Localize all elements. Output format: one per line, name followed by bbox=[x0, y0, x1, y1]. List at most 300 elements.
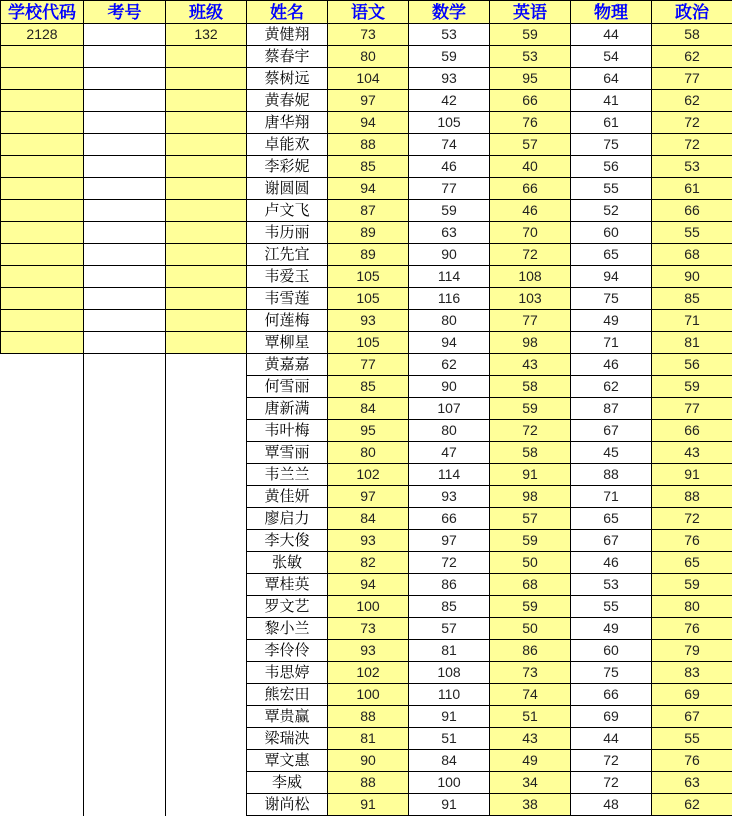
politics-score-cell[interactable]: 85 bbox=[652, 288, 732, 310]
student-name-cell[interactable]: 卢文飞 bbox=[247, 200, 328, 222]
politics-score-cell[interactable]: 76 bbox=[652, 750, 732, 772]
chinese-score-cell[interactable]: 105 bbox=[328, 266, 409, 288]
student-name-cell[interactable]: 覃柳星 bbox=[247, 332, 328, 354]
class-cell[interactable] bbox=[166, 178, 247, 200]
chinese-score-cell[interactable]: 80 bbox=[328, 46, 409, 68]
table-row bbox=[1, 46, 732, 68]
math-score-cell[interactable]: 62 bbox=[409, 354, 490, 376]
chinese-score-cell[interactable]: 89 bbox=[328, 244, 409, 266]
student-name-cell[interactable]: 覃雪丽 bbox=[247, 442, 328, 464]
chinese-score-cell[interactable]: 94 bbox=[328, 112, 409, 134]
politics-score-cell[interactable]: 62 bbox=[652, 794, 732, 816]
politics-score-cell[interactable]: 77 bbox=[652, 398, 732, 420]
school-code-cell[interactable] bbox=[1, 178, 84, 200]
chinese-score-cell[interactable]: 93 bbox=[328, 640, 409, 662]
politics-score-cell[interactable]: 62 bbox=[652, 90, 732, 112]
math-score-cell[interactable]: 63 bbox=[409, 222, 490, 244]
student-name-cell[interactable]: 黄嘉嘉 bbox=[247, 354, 328, 376]
table-row bbox=[1, 332, 732, 354]
table-row bbox=[1, 662, 732, 684]
math-score-cell[interactable]: 114 bbox=[409, 464, 490, 486]
physics-score-cell[interactable]: 53 bbox=[571, 574, 652, 596]
politics-score-cell[interactable]: 63 bbox=[652, 772, 732, 794]
english-score-cell[interactable]: 59 bbox=[490, 530, 571, 552]
english-score-cell[interactable]: 43 bbox=[490, 354, 571, 376]
chinese-score-cell[interactable]: 91 bbox=[328, 794, 409, 816]
politics-score-cell[interactable]: 62 bbox=[652, 46, 732, 68]
student-name-cell[interactable]: 罗文艺 bbox=[247, 596, 328, 618]
english-score-cell[interactable]: 86 bbox=[490, 640, 571, 662]
math-score-cell[interactable]: 100 bbox=[409, 772, 490, 794]
math-score-cell[interactable]: 116 bbox=[409, 288, 490, 310]
english-score-cell[interactable]: 59 bbox=[490, 24, 571, 46]
english-score-cell[interactable]: 59 bbox=[490, 596, 571, 618]
empty-cell bbox=[84, 552, 166, 574]
english-score-cell[interactable]: 46 bbox=[490, 200, 571, 222]
empty-cell bbox=[1, 552, 84, 574]
physics-score-cell[interactable]: 72 bbox=[571, 750, 652, 772]
school-code-cell[interactable] bbox=[1, 90, 84, 112]
politics-score-cell[interactable]: 71 bbox=[652, 310, 732, 332]
politics-score-cell[interactable]: 72 bbox=[652, 134, 732, 156]
exam-id-cell[interactable] bbox=[84, 90, 166, 112]
header-school-code[interactable]: 学校代码 bbox=[1, 1, 84, 24]
physics-score-cell[interactable]: 52 bbox=[571, 200, 652, 222]
chinese-score-cell[interactable]: 88 bbox=[328, 772, 409, 794]
student-name-cell[interactable]: 谢尚松 bbox=[247, 794, 328, 816]
math-score-cell[interactable]: 85 bbox=[409, 596, 490, 618]
physics-score-cell[interactable]: 55 bbox=[571, 596, 652, 618]
math-score-cell[interactable]: 93 bbox=[409, 68, 490, 90]
politics-score-cell[interactable]: 66 bbox=[652, 200, 732, 222]
physics-score-cell[interactable]: 75 bbox=[571, 662, 652, 684]
math-score-cell[interactable]: 107 bbox=[409, 398, 490, 420]
table-row bbox=[1, 24, 732, 46]
english-score-cell[interactable]: 103 bbox=[490, 288, 571, 310]
politics-score-cell[interactable]: 88 bbox=[652, 486, 732, 508]
english-score-cell[interactable]: 74 bbox=[490, 684, 571, 706]
exam-id-cell[interactable] bbox=[84, 244, 166, 266]
physics-score-cell[interactable]: 69 bbox=[571, 706, 652, 728]
chinese-score-cell[interactable]: 93 bbox=[328, 310, 409, 332]
physics-score-cell[interactable]: 75 bbox=[571, 134, 652, 156]
header-class[interactable]: 班级 bbox=[166, 1, 247, 24]
exam-id-cell[interactable] bbox=[84, 46, 166, 68]
class-cell[interactable] bbox=[166, 288, 247, 310]
physics-score-cell[interactable]: 62 bbox=[571, 376, 652, 398]
english-score-cell[interactable]: 38 bbox=[490, 794, 571, 816]
class-cell[interactable] bbox=[166, 134, 247, 156]
table-row bbox=[1, 68, 732, 90]
politics-score-cell[interactable]: 83 bbox=[652, 662, 732, 684]
student-name-cell[interactable]: 廖启力 bbox=[247, 508, 328, 530]
english-score-cell[interactable]: 72 bbox=[490, 244, 571, 266]
student-name-cell[interactable]: 张敏 bbox=[247, 552, 328, 574]
chinese-score-cell[interactable]: 81 bbox=[328, 728, 409, 750]
class-cell[interactable]: 132 bbox=[166, 24, 247, 46]
math-score-cell[interactable]: 53 bbox=[409, 24, 490, 46]
student-name-cell[interactable]: 梁瑞泱 bbox=[247, 728, 328, 750]
header-exam-id[interactable]: 考号 bbox=[84, 1, 166, 24]
student-name-cell[interactable]: 覃贵赢 bbox=[247, 706, 328, 728]
class-cell[interactable] bbox=[166, 156, 247, 178]
math-score-cell[interactable]: 51 bbox=[409, 728, 490, 750]
math-score-cell[interactable]: 91 bbox=[409, 794, 490, 816]
english-score-cell[interactable]: 50 bbox=[490, 552, 571, 574]
physics-score-cell[interactable]: 60 bbox=[571, 640, 652, 662]
english-score-cell[interactable]: 43 bbox=[490, 728, 571, 750]
exam-id-cell[interactable] bbox=[84, 222, 166, 244]
politics-score-cell[interactable]: 59 bbox=[652, 376, 732, 398]
math-score-cell[interactable]: 86 bbox=[409, 574, 490, 596]
table-row bbox=[1, 772, 732, 794]
student-name-cell[interactable]: 李伶伶 bbox=[247, 640, 328, 662]
politics-score-cell[interactable]: 72 bbox=[652, 508, 732, 530]
math-score-cell[interactable]: 110 bbox=[409, 684, 490, 706]
politics-score-cell[interactable]: 76 bbox=[652, 618, 732, 640]
english-score-cell[interactable]: 91 bbox=[490, 464, 571, 486]
politics-score-cell[interactable]: 56 bbox=[652, 354, 732, 376]
school-code-cell[interactable] bbox=[1, 134, 84, 156]
empty-cell bbox=[166, 464, 247, 486]
table-row bbox=[1, 596, 732, 618]
empty-cell bbox=[166, 750, 247, 772]
school-code-cell[interactable] bbox=[1, 310, 84, 332]
math-score-cell[interactable]: 74 bbox=[409, 134, 490, 156]
politics-score-cell[interactable]: 53 bbox=[652, 156, 732, 178]
math-score-cell[interactable]: 105 bbox=[409, 112, 490, 134]
table-row bbox=[1, 552, 732, 574]
exam-id-cell[interactable] bbox=[84, 288, 166, 310]
chinese-score-cell[interactable]: 84 bbox=[328, 508, 409, 530]
english-score-cell[interactable]: 72 bbox=[490, 420, 571, 442]
politics-score-cell[interactable]: 79 bbox=[652, 640, 732, 662]
header-math[interactable]: 数学 bbox=[409, 1, 490, 24]
english-score-cell[interactable]: 57 bbox=[490, 508, 571, 530]
physics-score-cell[interactable]: 55 bbox=[571, 178, 652, 200]
math-score-cell[interactable]: 97 bbox=[409, 530, 490, 552]
school-code-cell[interactable] bbox=[1, 266, 84, 288]
exam-id-cell[interactable] bbox=[84, 112, 166, 134]
physics-score-cell[interactable]: 71 bbox=[571, 332, 652, 354]
politics-score-cell[interactable]: 61 bbox=[652, 178, 732, 200]
physics-score-cell[interactable]: 46 bbox=[571, 552, 652, 574]
english-score-cell[interactable]: 49 bbox=[490, 750, 571, 772]
student-name-cell[interactable]: 卓能欢 bbox=[247, 134, 328, 156]
chinese-score-cell[interactable]: 85 bbox=[328, 376, 409, 398]
class-cell[interactable] bbox=[166, 222, 247, 244]
class-cell[interactable] bbox=[166, 68, 247, 90]
school-code-cell[interactable] bbox=[1, 222, 84, 244]
exam-id-cell[interactable] bbox=[84, 68, 166, 90]
chinese-score-cell[interactable]: 97 bbox=[328, 90, 409, 112]
chinese-score-cell[interactable]: 73 bbox=[328, 618, 409, 640]
school-code-cell[interactable] bbox=[1, 112, 84, 134]
empty-cell bbox=[1, 486, 84, 508]
school-code-cell[interactable] bbox=[1, 156, 84, 178]
politics-score-cell[interactable]: 55 bbox=[652, 222, 732, 244]
chinese-score-cell[interactable]: 87 bbox=[328, 200, 409, 222]
politics-score-cell[interactable]: 77 bbox=[652, 68, 732, 90]
school-code-cell[interactable] bbox=[1, 332, 84, 354]
physics-score-cell[interactable]: 66 bbox=[571, 684, 652, 706]
empty-cell bbox=[1, 508, 84, 530]
school-code-cell[interactable] bbox=[1, 244, 84, 266]
math-score-cell[interactable]: 81 bbox=[409, 640, 490, 662]
class-cell[interactable] bbox=[166, 332, 247, 354]
politics-score-cell[interactable]: 80 bbox=[652, 596, 732, 618]
school-code-cell[interactable] bbox=[1, 288, 84, 310]
math-score-cell[interactable]: 80 bbox=[409, 310, 490, 332]
chinese-score-cell[interactable]: 89 bbox=[328, 222, 409, 244]
table-row bbox=[1, 684, 732, 706]
empty-cell bbox=[166, 420, 247, 442]
english-score-cell[interactable]: 59 bbox=[490, 398, 571, 420]
student-name-cell[interactable]: 韦叶梅 bbox=[247, 420, 328, 442]
english-score-cell[interactable]: 98 bbox=[490, 486, 571, 508]
exam-id-cell[interactable] bbox=[84, 332, 166, 354]
english-score-cell[interactable]: 58 bbox=[490, 442, 571, 464]
exam-id-cell[interactable] bbox=[84, 178, 166, 200]
school-code-cell[interactable] bbox=[1, 46, 84, 68]
chinese-score-cell[interactable]: 88 bbox=[328, 134, 409, 156]
english-score-cell[interactable]: 77 bbox=[490, 310, 571, 332]
english-score-cell[interactable]: 66 bbox=[490, 178, 571, 200]
math-score-cell[interactable]: 57 bbox=[409, 618, 490, 640]
exam-id-cell[interactable] bbox=[84, 24, 166, 46]
math-score-cell[interactable]: 114 bbox=[409, 266, 490, 288]
table-row bbox=[1, 794, 732, 816]
exam-id-cell[interactable] bbox=[84, 310, 166, 332]
politics-score-cell[interactable]: 55 bbox=[652, 728, 732, 750]
math-score-cell[interactable]: 93 bbox=[409, 486, 490, 508]
physics-score-cell[interactable]: 49 bbox=[571, 618, 652, 640]
math-score-cell[interactable]: 66 bbox=[409, 508, 490, 530]
class-cell[interactable] bbox=[166, 244, 247, 266]
chinese-score-cell[interactable]: 94 bbox=[328, 178, 409, 200]
physics-score-cell[interactable]: 88 bbox=[571, 464, 652, 486]
politics-score-cell[interactable]: 91 bbox=[652, 464, 732, 486]
empty-cell bbox=[1, 530, 84, 552]
table-row bbox=[1, 112, 732, 134]
physics-score-cell[interactable]: 75 bbox=[571, 288, 652, 310]
physics-score-cell[interactable]: 61 bbox=[571, 112, 652, 134]
math-score-cell[interactable]: 84 bbox=[409, 750, 490, 772]
english-score-cell[interactable]: 58 bbox=[490, 376, 571, 398]
politics-score-cell[interactable]: 59 bbox=[652, 574, 732, 596]
math-score-cell[interactable]: 90 bbox=[409, 376, 490, 398]
school-code-cell[interactable] bbox=[1, 68, 84, 90]
math-score-cell[interactable]: 90 bbox=[409, 244, 490, 266]
english-score-cell[interactable]: 98 bbox=[490, 332, 571, 354]
chinese-score-cell[interactable]: 90 bbox=[328, 750, 409, 772]
english-score-cell[interactable]: 76 bbox=[490, 112, 571, 134]
student-name-cell[interactable]: 覃桂英 bbox=[247, 574, 328, 596]
physics-score-cell[interactable]: 44 bbox=[571, 728, 652, 750]
empty-cell bbox=[1, 684, 84, 706]
math-score-cell[interactable]: 77 bbox=[409, 178, 490, 200]
physics-score-cell[interactable]: 71 bbox=[571, 486, 652, 508]
math-score-cell[interactable]: 80 bbox=[409, 420, 490, 442]
physics-score-cell[interactable]: 48 bbox=[571, 794, 652, 816]
physics-score-cell[interactable]: 49 bbox=[571, 310, 652, 332]
physics-score-cell[interactable]: 67 bbox=[571, 530, 652, 552]
table-row bbox=[1, 376, 732, 398]
chinese-score-cell[interactable]: 102 bbox=[328, 662, 409, 684]
empty-cell bbox=[84, 640, 166, 662]
class-cell[interactable] bbox=[166, 112, 247, 134]
english-score-cell[interactable]: 53 bbox=[490, 46, 571, 68]
student-name-cell[interactable]: 覃文惠 bbox=[247, 750, 328, 772]
chinese-score-cell[interactable]: 88 bbox=[328, 706, 409, 728]
exam-id-cell[interactable] bbox=[84, 156, 166, 178]
physics-score-cell[interactable]: 65 bbox=[571, 508, 652, 530]
physics-score-cell[interactable]: 94 bbox=[571, 266, 652, 288]
student-name-cell[interactable]: 韦兰兰 bbox=[247, 464, 328, 486]
table-row bbox=[1, 706, 732, 728]
student-name-cell[interactable]: 韦历丽 bbox=[247, 222, 328, 244]
physics-score-cell[interactable]: 56 bbox=[571, 156, 652, 178]
politics-score-cell[interactable]: 81 bbox=[652, 332, 732, 354]
english-score-cell[interactable]: 68 bbox=[490, 574, 571, 596]
school-code-cell[interactable]: 2128 bbox=[1, 24, 84, 46]
chinese-score-cell[interactable]: 73 bbox=[328, 24, 409, 46]
physics-score-cell[interactable]: 64 bbox=[571, 68, 652, 90]
politics-score-cell[interactable]: 58 bbox=[652, 24, 732, 46]
chinese-score-cell[interactable]: 105 bbox=[328, 288, 409, 310]
class-cell[interactable] bbox=[166, 46, 247, 68]
student-name-cell[interactable]: 何雪丽 bbox=[247, 376, 328, 398]
math-score-cell[interactable]: 46 bbox=[409, 156, 490, 178]
student-name-cell[interactable]: 李大俊 bbox=[247, 530, 328, 552]
politics-score-cell[interactable]: 76 bbox=[652, 530, 732, 552]
english-score-cell[interactable]: 95 bbox=[490, 68, 571, 90]
math-score-cell[interactable]: 47 bbox=[409, 442, 490, 464]
chinese-score-cell[interactable]: 77 bbox=[328, 354, 409, 376]
physics-score-cell[interactable]: 67 bbox=[571, 420, 652, 442]
math-score-cell[interactable]: 91 bbox=[409, 706, 490, 728]
class-cell[interactable] bbox=[166, 266, 247, 288]
chinese-score-cell[interactable]: 84 bbox=[328, 398, 409, 420]
physics-score-cell[interactable]: 45 bbox=[571, 442, 652, 464]
chinese-score-cell[interactable]: 93 bbox=[328, 530, 409, 552]
english-score-cell[interactable]: 70 bbox=[490, 222, 571, 244]
politics-score-cell[interactable]: 65 bbox=[652, 552, 732, 574]
student-name-cell[interactable]: 何莲梅 bbox=[247, 310, 328, 332]
exam-id-cell[interactable] bbox=[84, 266, 166, 288]
math-score-cell[interactable]: 59 bbox=[409, 46, 490, 68]
student-name-cell[interactable]: 谢圆圆 bbox=[247, 178, 328, 200]
chinese-score-cell[interactable]: 82 bbox=[328, 552, 409, 574]
school-code-cell[interactable] bbox=[1, 200, 84, 222]
class-cell[interactable] bbox=[166, 200, 247, 222]
physics-score-cell[interactable]: 46 bbox=[571, 354, 652, 376]
student-name-cell[interactable]: 韦雪莲 bbox=[247, 288, 328, 310]
header-politics[interactable]: 政治 bbox=[652, 1, 732, 24]
physics-score-cell[interactable]: 54 bbox=[571, 46, 652, 68]
student-name-cell[interactable]: 李威 bbox=[247, 772, 328, 794]
politics-score-cell[interactable]: 43 bbox=[652, 442, 732, 464]
chinese-score-cell[interactable]: 105 bbox=[328, 332, 409, 354]
chinese-score-cell[interactable]: 104 bbox=[328, 68, 409, 90]
exam-id-cell[interactable] bbox=[84, 200, 166, 222]
student-name-cell[interactable]: 江先宜 bbox=[247, 244, 328, 266]
student-name-cell[interactable]: 熊宏田 bbox=[247, 684, 328, 706]
english-score-cell[interactable]: 51 bbox=[490, 706, 571, 728]
politics-score-cell[interactable]: 67 bbox=[652, 706, 732, 728]
class-cell[interactable] bbox=[166, 90, 247, 112]
header-physics[interactable]: 物理 bbox=[571, 1, 652, 24]
chinese-score-cell[interactable]: 97 bbox=[328, 486, 409, 508]
header-name[interactable]: 姓名 bbox=[247, 1, 328, 24]
empty-cell bbox=[84, 728, 166, 750]
physics-score-cell[interactable]: 41 bbox=[571, 90, 652, 112]
student-name-cell[interactable]: 唐新满 bbox=[247, 398, 328, 420]
math-score-cell[interactable]: 94 bbox=[409, 332, 490, 354]
student-name-cell[interactable]: 唐华翔 bbox=[247, 112, 328, 134]
student-name-cell[interactable]: 黄健翔 bbox=[247, 24, 328, 46]
empty-cell bbox=[84, 794, 166, 816]
politics-score-cell[interactable]: 66 bbox=[652, 420, 732, 442]
english-score-cell[interactable]: 73 bbox=[490, 662, 571, 684]
chinese-score-cell[interactable]: 102 bbox=[328, 464, 409, 486]
physics-score-cell[interactable]: 65 bbox=[571, 244, 652, 266]
empty-cell bbox=[1, 618, 84, 640]
english-score-cell[interactable]: 34 bbox=[490, 772, 571, 794]
header-english[interactable]: 英语 bbox=[490, 1, 571, 24]
chinese-score-cell[interactable]: 80 bbox=[328, 442, 409, 464]
english-score-cell[interactable]: 57 bbox=[490, 134, 571, 156]
english-score-cell[interactable]: 50 bbox=[490, 618, 571, 640]
student-name-cell[interactable]: 黎小兰 bbox=[247, 618, 328, 640]
math-score-cell[interactable]: 59 bbox=[409, 200, 490, 222]
empty-cell bbox=[84, 684, 166, 706]
student-name-cell[interactable]: 韦爱玉 bbox=[247, 266, 328, 288]
chinese-score-cell[interactable]: 85 bbox=[328, 156, 409, 178]
physics-score-cell[interactable]: 87 bbox=[571, 398, 652, 420]
exam-id-cell[interactable] bbox=[84, 134, 166, 156]
english-score-cell[interactable]: 108 bbox=[490, 266, 571, 288]
empty-cell bbox=[166, 552, 247, 574]
math-score-cell[interactable]: 42 bbox=[409, 90, 490, 112]
student-name-cell[interactable]: 李彩妮 bbox=[247, 156, 328, 178]
math-score-cell[interactable]: 108 bbox=[409, 662, 490, 684]
politics-score-cell[interactable]: 90 bbox=[652, 266, 732, 288]
physics-score-cell[interactable]: 44 bbox=[571, 24, 652, 46]
class-cell[interactable] bbox=[166, 310, 247, 332]
politics-score-cell[interactable]: 72 bbox=[652, 112, 732, 134]
english-score-cell[interactable]: 40 bbox=[490, 156, 571, 178]
header-chinese[interactable]: 语文 bbox=[328, 1, 409, 24]
chinese-score-cell[interactable]: 100 bbox=[328, 684, 409, 706]
student-name-cell[interactable]: 黄春妮 bbox=[247, 90, 328, 112]
student-name-cell[interactable]: 蔡树远 bbox=[247, 68, 328, 90]
empty-cell bbox=[1, 640, 84, 662]
politics-score-cell[interactable]: 69 bbox=[652, 684, 732, 706]
chinese-score-cell[interactable]: 94 bbox=[328, 574, 409, 596]
student-name-cell[interactable]: 韦思婷 bbox=[247, 662, 328, 684]
politics-score-cell[interactable]: 68 bbox=[652, 244, 732, 266]
student-name-cell[interactable]: 蔡春宇 bbox=[247, 46, 328, 68]
student-name-cell[interactable]: 黄佳妍 bbox=[247, 486, 328, 508]
chinese-score-cell[interactable]: 95 bbox=[328, 420, 409, 442]
english-score-cell[interactable]: 66 bbox=[490, 90, 571, 112]
math-score-cell[interactable]: 72 bbox=[409, 552, 490, 574]
table-row bbox=[1, 134, 732, 156]
physics-score-cell[interactable]: 72 bbox=[571, 772, 652, 794]
physics-score-cell[interactable]: 60 bbox=[571, 222, 652, 244]
chinese-score-cell[interactable]: 100 bbox=[328, 596, 409, 618]
